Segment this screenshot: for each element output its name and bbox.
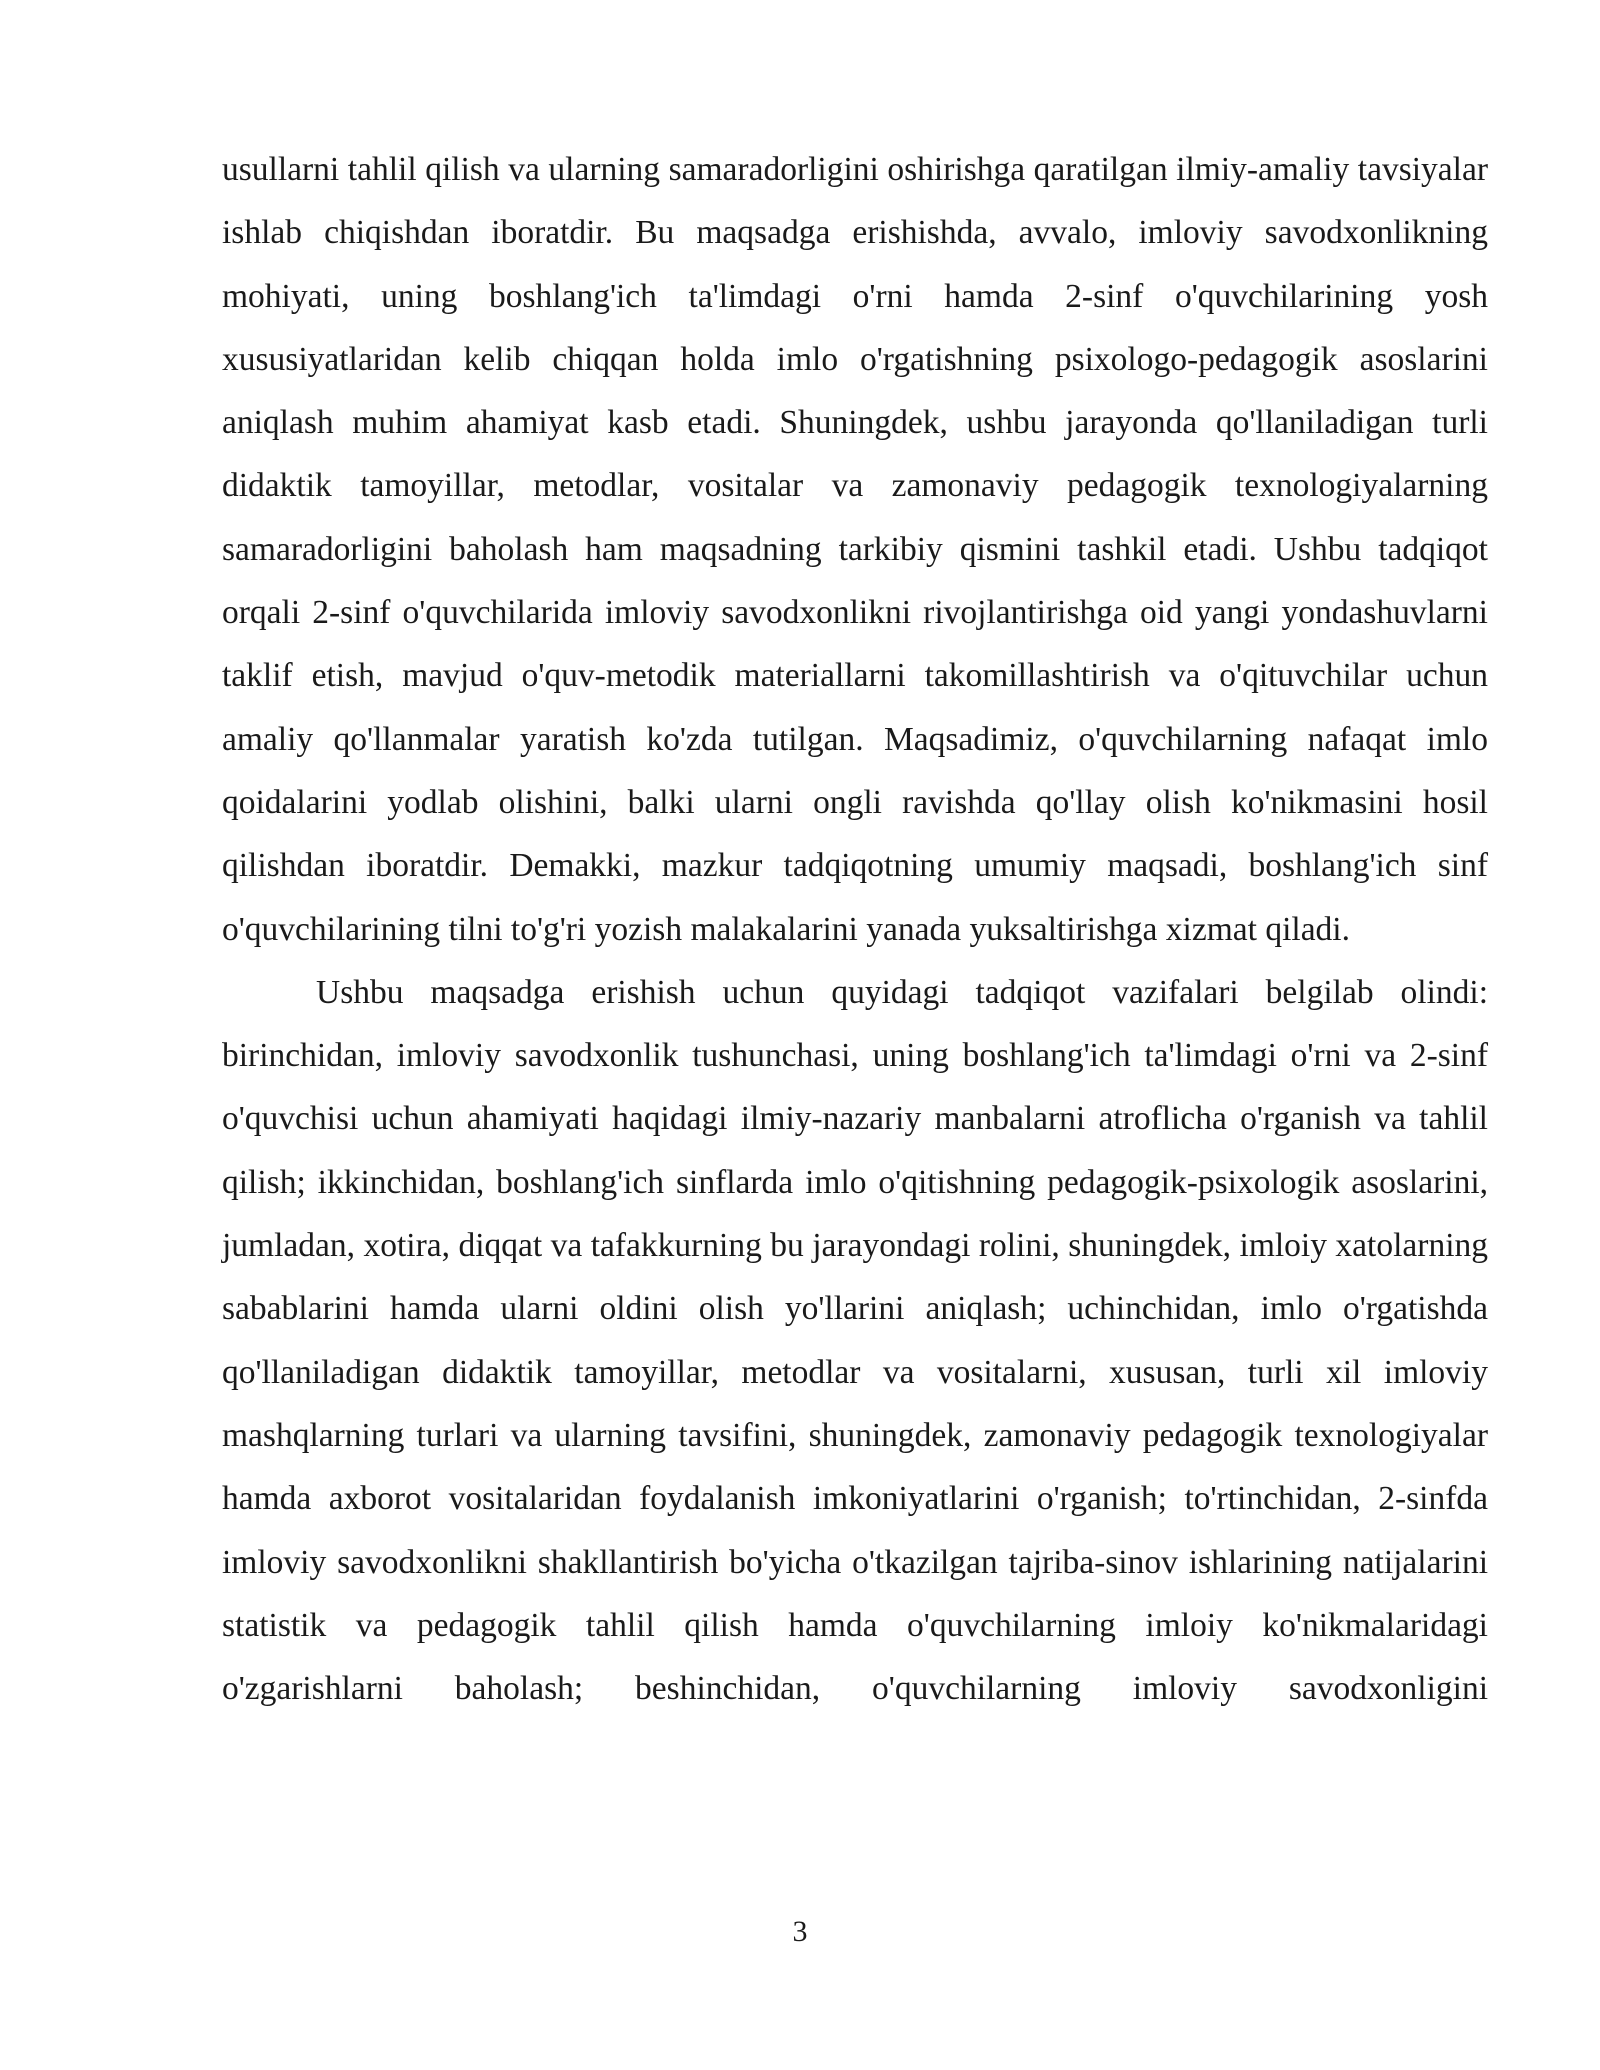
- paragraph-research-tasks: Ushbu maqsadga erishish uchun quyidagi tadqiqot vazifalari belgilab olindi: birinchidan, imloviy savodxonlik tushunchasi, uning boshlang'ich ta'limdagi o'rni va 2-sinf o'quvchisi uchun ahamiyati haqidagi ilmiy-nazariy manbalarni atroflicha o'rganish va tahlil qilish; ikkinchidan, boshlang'ich sinflarda imlo o'qitishning pedagogik-psixologik asoslarini, jumladan, xotira, diqqat va tafakkurning bu jarayondagi rolini, shuningdek, imloiy xatolarning sabablarini hamda ularni oldini olish yo'llarini aniqlash; uchinchidan, imlo o'rgatishda qo'llaniladigan didaktik tamoyillar, metodlar va vositalarni, xususan, turli xil imloviy mashqlarning turlari va ularning tavsifini, shuningdek, zamonaviy pedagogik texnologiyalar hamda axborot vositalaridan foydalanish imkoniyatlarini o'rganish; to'rtinchidan, 2-sinfda imloviy savodxonlikni shakllantirish bo'yicha o'tkazilgan tajriba-sinov ishlarining natijalarini statistik va pedagogik tahlil qilish hamda o'quvchilarning imloiy ko'nikmalaridagi o'zgarishlarni baholash; beshinchidan, o'quvchilarning imloviy savodxonligini: [222, 973, 1488, 1708]
- body-text: [222, 138, 1488, 1720]
- paragraph-goal-continued: usullarni tahlil qilish va ularning samaradorligini oshirishga qaratilgan ilmiy-amaliy tavsiyalar ishlab chiqishdan iboratdir. Bu maqsadga erishishda, avvalo, imloviy savodxonlikning mohiyati, uning boshlang'ich ta'limdagi o'rni hamda 2-sinf o'quvchilarining yosh xususiyatlaridan kelib chiqqan holda imlo o'rgatishning psixologo-pedagogik asoslarini aniqlash muhim ahamiyat kasb etadi. Shuningdek, ushbu jarayonda qo'llaniladigan turli didaktik tamoyillar, metodlar, vositalar va zamonaviy pedagogik texnologiyalarning samaradorligini baholash ham maqsadning tarkibiy qismini tashkil etadi. Ushbu tadqiqot orqali 2-sinf o'quvchilarida imloviy savodxonlikni rivojlantirishga oid yangi yondashuvlarni taklif etish, mavjud o'quv-metodik materiallarni takomillashtirish va o'qituvchilar uchun amaliy qo'llanmalar yaratish ko'zda tutilgan. Maqsadimiz, o'quvchilarning nafaqat imlo qoidalarini yodlab olishini, balki ularni ongli ravishda qo'llay olish ko'nikmasini hosil qilishdan iboratdir. Demakki, mazkur tadqiqotning umumiy maqsadi, boshlang'ich sinf o'quvchilarining tilni to'g'ri yozish malakalarini yanada yuksaltirishga xizmat qiladi.: [222, 151, 1488, 948]
- page-number: 3: [792, 1915, 808, 1948]
